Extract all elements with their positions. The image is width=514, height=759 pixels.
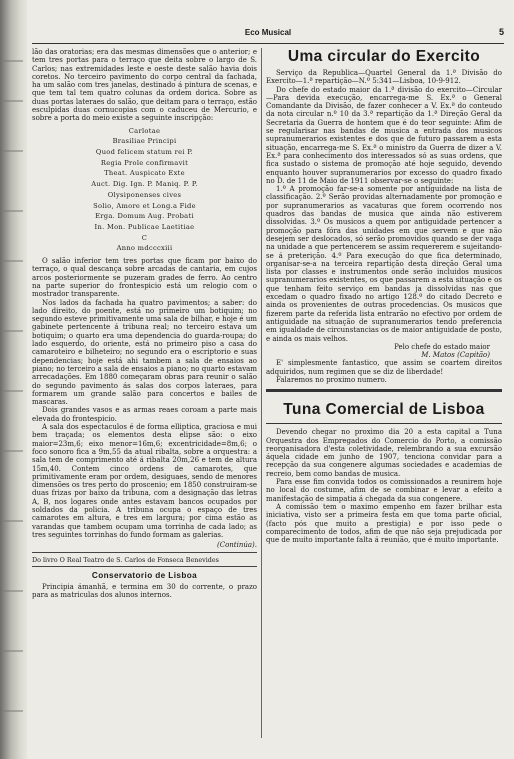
inscription-line: In. Mon. Publicae Laetitiae	[94, 223, 195, 231]
header-rule	[32, 43, 504, 44]
tuna-title: Tuna Comercial de Lisboa	[283, 401, 485, 419]
inscription-line: Quod felicem statum rei P.	[95, 148, 194, 157]
signature	[266, 343, 502, 360]
circular-paragraph: Serviço da Republica—Quartel General da 1.ª Divisão do Exercito—1.ª repartição—N.º 5:341—Lisboa, 10-9-912.	[266, 69, 502, 86]
title-rule	[266, 423, 502, 424]
tuna-paragraph: A comissão tem o maximo empenho em fazer brilhar esta iniciativa, visto ser a primeira festa em que toma parte oficial, (facto pós que muito a prestigia) e por isso pede o comparecimento de todos, afim de que não seja prejudicada por que de muito importante falta á reunião, que é muito importante.	[266, 502, 502, 545]
left-column	[32, 48, 257, 599]
binding-gutter	[0, 0, 27, 759]
opening-paragraph: lão das oratorias; era das mesmas dimensões que o anterior; e tem tres portas para o terraço que deita sobre o largo de S. Carlos; nas extremidades leste e oeste deste salão havia dois coretos. No terceiro pavimento do corpo central da fachada, ha um salão com tres janelas, destinado á pintura de scenas, e que tem tal tem quatro colunas da ordem dorica. Sobre as duas portas lateraes do salão, que deitam para o terraço, estão esculpidas duas cornucopias com o caduceu de Mercurio, e sobre a porta do meio existe a seguinte inscripção:	[32, 48, 257, 123]
circular-paragraph: 1.º A promoção far-se-a somente por antiguidade na lista de classificação. 2.º Serão providas alternadamente por promoção e por supranumerarios as vacaturas que forem ocorrendo nos quadros das bandas de musica que ainda não estiverem dissolvidas. 3.º Os musicos a quem por antiguidade pertencer a promoção para fóra das unidades em que servem e que não desejem ser deslocados, só serão promovidos quando se der vaga na unidade a que pertencerem se assim requererem e sujeitando-se á preterição. 4.º Para execução do que fica determinado, organisar-se-a na terceira repartição desta direção Geral uma lista por classes e instrumentos onde serão incluidos musicos supranumerarios existentes, os que passarem a esta situação e os que tenham feito serviço em bandas ja dissolvidas nas que excedam o quadro fixado no artigo 128.º do citado Decreto e ainda os provenientes de outras procedencias. Os musicos que fizerem parte da referida lista entrarão no efectivo por ordem de antiguidade na situação de supranumerarios tendo preferencia em igualdade de circunstancias os de maior antiguidade de posto, e ainda os mais velhos.	[266, 185, 502, 343]
conservatorio-title: Conservatorio de Lisboa	[91, 570, 198, 580]
inscription-line: Olysiponenses cives	[107, 190, 182, 199]
inscription-line: Theat. Auspicato Exte	[104, 169, 185, 178]
inscription-line: Solio, Amore et Long.a Fide	[93, 201, 196, 210]
inscription-line: C	[141, 233, 148, 242]
inscription	[32, 126, 257, 254]
section-rule	[266, 389, 502, 392]
body-paragraph: Dois grandes vasos e as armas reaes coroam a parte mais elevada do frontespicio.	[32, 406, 257, 423]
circular-comment: E' simplesmente fantastico, que assim se coartem direitos adquiridos, num regimen que se diz de liberdade!	[266, 359, 502, 376]
body-paragraph: O salão inferior tem tres portas que ficam por baixo do terraço, o qual descança sobre arcadas de cantaria, em cujos arcos posteriormente se puzeram grades de ferro. Ao centro na parte superior do frontespicio está um relogio com o mostrador transparente.	[32, 257, 257, 299]
inscription-line: Erga. Domum Aug. Probati	[95, 212, 194, 221]
signature-line: Pelo chefe do estado maior	[394, 342, 490, 351]
signature-name: M. Matos (Capitão)	[421, 351, 490, 360]
page-header	[30, 28, 506, 41]
circular-comment: Falaremos no proximo numero.	[276, 375, 387, 384]
continua-note: (Continúa).	[216, 541, 257, 550]
divider	[32, 552, 257, 553]
inscription-line: Auct. Dig. Ign. P. Maniq. P. P.	[91, 180, 198, 189]
page-number: 5	[498, 27, 504, 37]
inscription-line: Brasiliae Principi	[112, 137, 177, 146]
right-column	[266, 48, 502, 544]
column-separator	[261, 48, 262, 738]
circular-title: Uma circular do Exercito	[287, 48, 481, 65]
body-paragraph: A sala dos espectaculos é de forma elliptica, graciosa e mui bem traçada; os elementos desta elipse são: o eixo maior=23m,6; eixo menor=16m,6; excentricidade=8m,6; o foco sonoro fica a 9m,55 da atual ribalta, sobre a orquestra: a sala tem de comprimento até á ribalta 20m,26 e tem de altura 15m,40. Contem cinco ordens de camarotes, que primitivamente eram por ordem, desiguaes, sendo de menores dimensões os tres perto do proscenio; em 1850 construiram-se duas frizas por baixo da tribuna, com a designação das letras A, B, nos logares onde antes estavam bancos ocupados por soldados da policia. A tribuna ocupa o espaço de tres camarotes em altura, e tres em largura; por cima estão as varandas que tambem ocupam uma torrinha de cada lado; as tres seguintes torrinhas do fundo formam as galerias.	[32, 423, 257, 539]
tuna-paragraph: Para esse fim convida todos os comissionados a reunirem hoje no local do costume, afim de se combinar e levar a efeito a manifestação de simpatia á chegada da sua congenere.	[266, 478, 502, 503]
tuna-paragraph: Devendo chegar no proximo dia 20 a esta capital a Tuna Orquestra dos Empregados do Comercio do Porto, a comissão reorganisadora d'esta coletividade, relembrando a sua excursão áquela cidade em junho de 1907, tenciona convidar para a recepção da sua congenere algumas sociedades e academias de recreio, bem como bandas de musica.	[266, 428, 502, 478]
inscription-line: Regia Prole confirmavit	[100, 158, 189, 167]
inscription-line: Carlotae	[128, 126, 161, 135]
conservatorio-text: Principia ámanhã, e termina em 30 do corrente, o prazo para as matriculas dos alunos internos.	[32, 582, 257, 600]
inscription-line: Anno mdcccxiii	[116, 244, 173, 253]
circular-paragraph: Do chefe do estado maior da 1.ª divisão do exercito—Circular—Para devida execução, encarrega-me S. Ex.ª o General Comandante da Divisão, de fazer conhecer a V. Ex.ª do conteudo da nota circular n.º 10 da 3.ª repartição da 1.ª Direção Geral da Secretaria da Guerra de hontem que é do teor seguinte: Afim de se regularisar nas bandas de musica a entrada dos musicos supranumerarios existentes e dos que de futuro passarem a esta situação, encarrega-me S. Ex.ª o ministro da Guerra de dizer a V. Ex.ª para conhecimento dos interessados só as suas ordens, que fica sustado o sistema de promoção até hoje seguido, devendo enquanto houver supranumerarios por excesso do quadro fixado no D. de 11 de Maio de 1911 observar-se o seguinte:	[266, 85, 502, 185]
publication-title: Eco Musical	[244, 28, 292, 37]
source-note: Do livro O Real Teatro de S. Carlos de Fonseca Benevides	[32, 555, 219, 564]
body-paragraph: Nos lados da fachada ha quatro pavimentos; a saber: do lado direito, do poente, está no primeiro um botiquim; no segundo esteve primitivamente uma sala de bilhar, e hoje é um gabinete pertencente á tribuna real; no terceiro estava um botiquim; o quarto era uma dependencia do guarda-roupa; do lado esquerdo, do oriente, está no primeiro piso a casa do camaroteiro e bilheteiro; no segundo era o escriptorio e suas dependencias; hoje está ahi tambem a sala de ensaios ao piano; no terceiro a sala de ensaios a piano; no quarto estavam arrecadações. Em 1880 começaram obras para reunir o salão do segundo pavimento ás salas dos corpos lateraes, para formarem um grande salão para concertos e bailes de mascaras.	[32, 298, 257, 407]
divider	[32, 566, 257, 567]
